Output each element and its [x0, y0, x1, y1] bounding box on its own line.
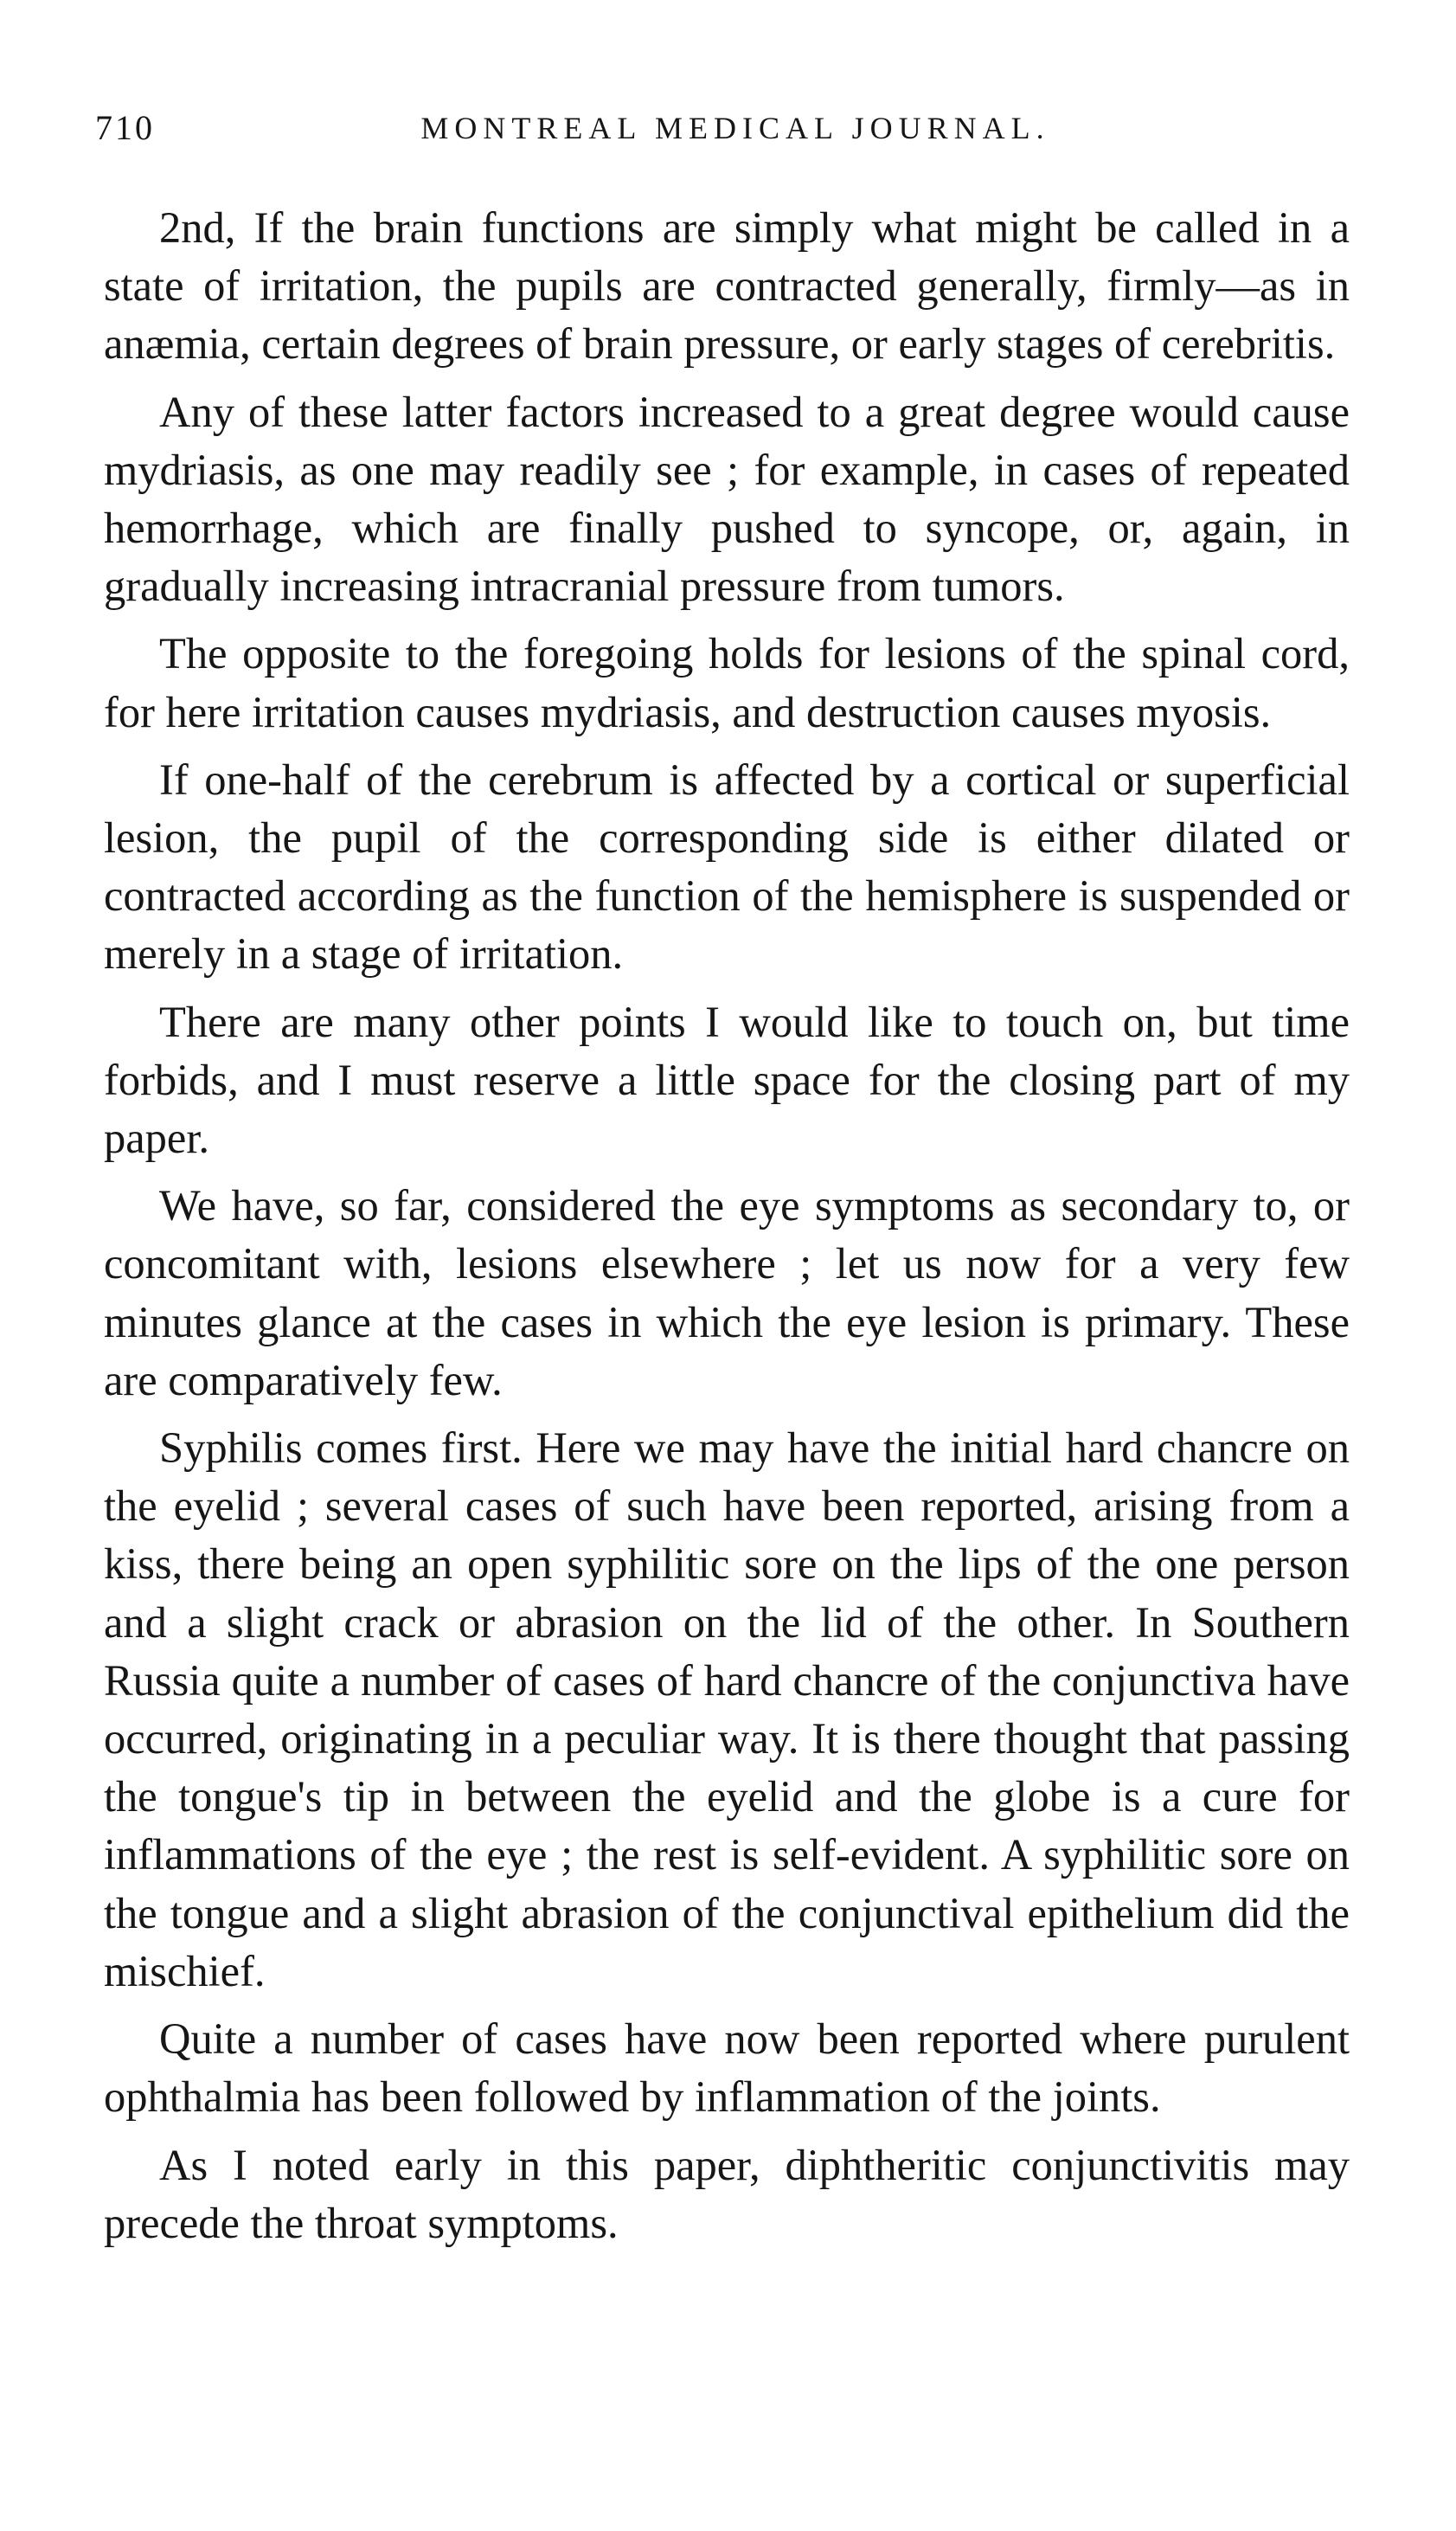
paragraph: We have, so far, considered the eye symptoms as secondary to, or concomitant with, lesions elsewhere ; let us now for a very few minutes glance at the cases in which the eye lesion is primary. These are comparatively few.	[104, 1181, 1350, 1404]
paragraph: Quite a number of cases have now been reported where purulent ophthalmia has been followed by inflammation of the joints.	[104, 2014, 1350, 2122]
paragraph: Syphilis comes first. Here we may have the initial hard chancre on the eyelid ; several cases of such have been reported, arising from a kiss, there being an open syphilitic sore on the lips of the one person and a slight crack or abrasion on the lid of the other. In Southern Russia quite a number of cases of hard chancre of the conjunctiva have occurred, originating in a peculiar way. It is there thought that passing the tongue's tip in between the eyelid and the globe is a cure for inflammations of the eye ; the rest is self-evident. A syphilitic sore on the tongue and a slight abrasion of the conjunctival epithelium did the mischief.	[104, 1423, 1350, 1995]
page-number: 710	[95, 108, 155, 147]
running-head	[95, 102, 1341, 154]
paragraph: Any of these latter factors increased to a great degree would cause mydriasis, as one may readily see ; for example, in cases of repeated hemorrhage, which are finally pushed to syncope, or, again, in gradually increasing intracranial pressure from tumors.	[104, 387, 1350, 611]
paragraph: The opposite to the foregoing holds for lesions of the spinal cord, for here irritation causes mydriasis, and destruction causes myosis.	[104, 629, 1350, 736]
paragraph: As I noted early in this paper, diphtheritic conjunctivitis may precede the throat symptoms.	[104, 2140, 1350, 2247]
paragraph: 2nd, If the brain functions are simply what might be called in a state of irritation, the pupils are contracted generally, firmly—as in anæmia, certain degrees of brain pressure, or early stages of cerebritis.	[104, 203, 1350, 369]
journal-title: MONTREAL MEDICAL JOURNAL.	[420, 111, 1050, 145]
paragraph: There are many other points I would like to touch on, but time forbids, and I must reserve a little space for the closing part of my paper.	[104, 997, 1350, 1163]
article-body	[104, 199, 1350, 2252]
paragraph: If one-half of the cerebrum is affected by a cortical or superficial lesion, the pupil of the corresponding side is either dilated or contracted according as the function of the hemisphere is suspended or merely in a stage of irritation.	[104, 755, 1350, 979]
